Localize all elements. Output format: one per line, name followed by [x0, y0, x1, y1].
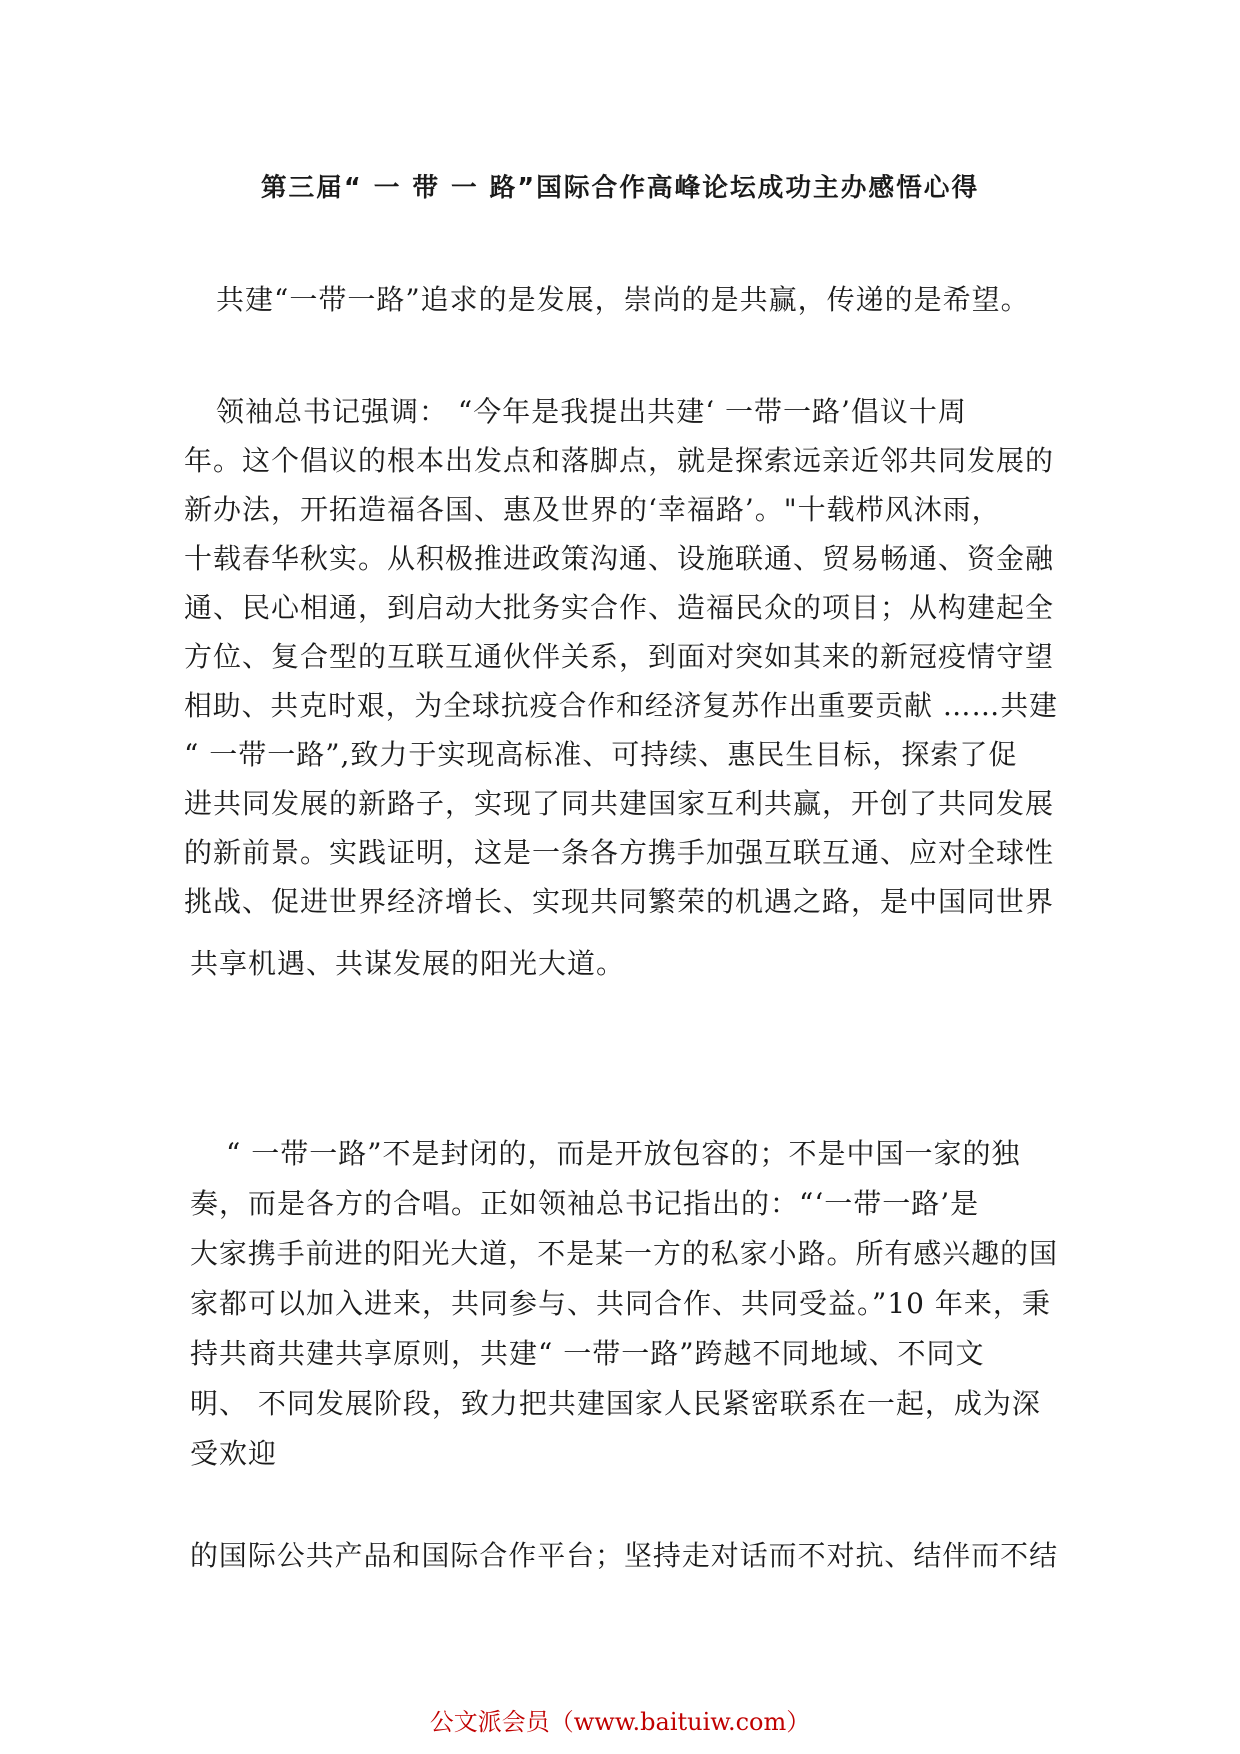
document-title: 第三届“ 一 带 一 路”国际合作高峰论坛成功主办感悟心得	[260, 173, 980, 203]
paragraph2-line: 受欢迎	[190, 1437, 278, 1470]
paragraph1-line: 年。这个倡议的根本出发点和落脚点，就是探索远亲近邻共同发展的	[184, 444, 1055, 477]
lead-paragraph: 共建“一带一路”追求的是发展，崇尚的是共赢，传递的是希望。	[216, 283, 1030, 316]
paragraph2-line: 明、 不同发展阶段，致力把共建国家人民紧密联系在一起，成为深	[190, 1387, 1041, 1420]
paragraph2-line: 持共商共建共享原则，共建“ 一带一路”跨越不同地域、不同文	[190, 1337, 985, 1370]
paragraph1-line: 十载春华秋实。从积极推进政策沟通、设施联通、贸易畅通、资金融	[184, 542, 1055, 575]
paragraph2-line: 大家携手前进的阳光大道，不是某一方的私家小路。所有感兴趣的国	[190, 1237, 1059, 1270]
paragraph1-line: 的新前景。实践证明，这是一条各方携手加强互联互通、应对全球性	[184, 836, 1055, 869]
paragraph1-line: 相助、共克时艰，为全球抗疫合作和经济复苏作出重要贡献 ……共建	[184, 689, 1058, 722]
paragraph1-line: 挑战、促进世界经济增长、实现共同繁荣的机遇之路，是中国同世界	[184, 885, 1055, 918]
paragraph1-line: 进共同发展的新路子，实现了同共建国家互利共赢，开创了共同发展	[184, 787, 1055, 820]
paragraph2-line: “ 一带一路”不是封闭的，而是开放包容的；不是中国一家的独	[226, 1137, 1021, 1170]
paragraph2-line: 家都可以加入进来，共同参与、共同合作、共同受益。”10 年来，秉	[190, 1287, 1051, 1320]
paragraph1-line: 新办法，开拓造福各国、惠及世界的‘幸福路’。"十载栉风沐雨，	[184, 493, 1001, 526]
paragraph1-line: 领袖总书记强调： “今年是我提出共建‘ 一带一路’倡议十周	[216, 395, 967, 428]
paragraph2-continued-line: 的国际公共产品和国际合作平台；坚持走对话而不对抗、结伴而不结	[190, 1539, 1059, 1572]
paragraph1-line: 方位、复合型的互联互通伙伴关系，到面对突如其来的新冠疫情守望	[184, 640, 1055, 673]
footer-watermark: 公文派会员（www.baituiw.com）	[429, 1708, 811, 1736]
paragraph1-line: “ 一带一路”,致力于实现高标准、可持续、惠民生目标，探索了促	[184, 738, 1018, 771]
paragraph1-line: 通、民心相通，到启动大批务实合作、造福民众的项目；从构建起全	[184, 591, 1055, 624]
paragraph1-end-line: 共享机遇、共谋发展的阳光大道。	[190, 947, 626, 980]
paragraph2-line: 奏，而是各方的合唱。正如领袖总书记指出的：“‘一带一路’是	[190, 1187, 980, 1220]
